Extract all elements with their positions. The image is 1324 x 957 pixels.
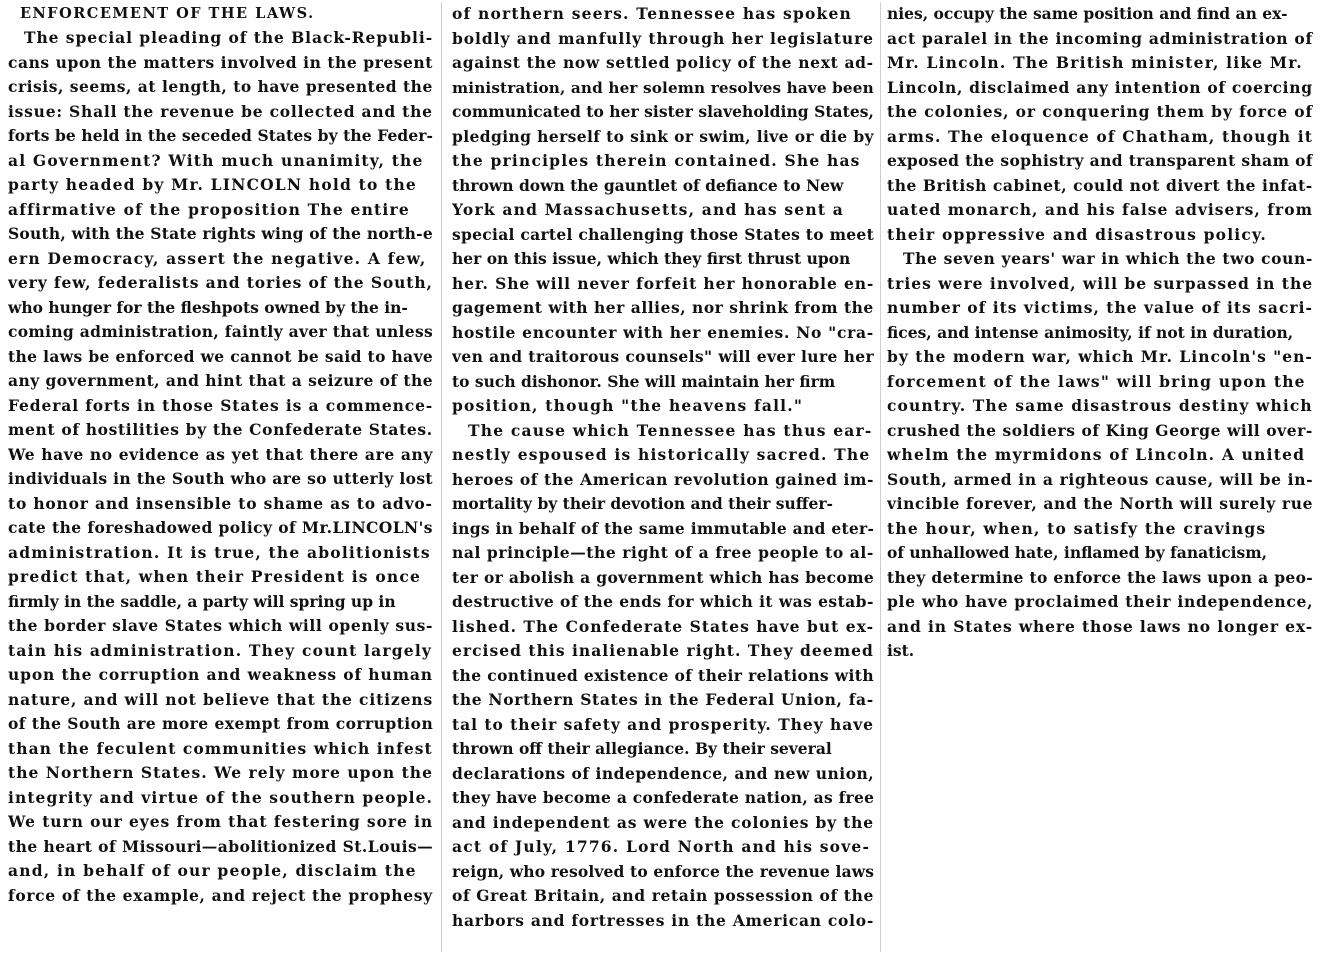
text-line: force of the example, and reject the prophesy: [8, 885, 433, 905]
text-line: nal principle—the right of a free people to al-: [452, 543, 874, 562]
text-line: administration. It is true, the abolitionists: [8, 542, 431, 562]
text-line: thrown off their allegiance. By their several: [452, 739, 832, 758]
text-line: ings in behalf of the same immutable and eter-: [452, 518, 874, 538]
text-line: nies, occupy the same position and find an ex-: [887, 4, 1288, 23]
text-line: destructive of the ends for which it was estab-: [452, 592, 874, 611]
text-line: pledging herself to sink or swim, live or die by: [452, 126, 874, 146]
text-line: by the modern war, which Mr. Lincoln's "en-: [887, 347, 1313, 366]
text-line: ist.: [887, 641, 915, 660]
text-line: exposed the sophistry and transparent sham of: [887, 151, 1313, 170]
text-line: her. She will never forfeit her honorable en-: [452, 273, 874, 293]
text-line: The special pleading of the Black-Republi-: [24, 28, 433, 47]
text-line: act of July, 1776. Lord North and his sove-: [452, 837, 871, 856]
text-line: upon the corruption and weakness of human: [8, 665, 433, 684]
text-line: party headed by Mr. LINCOLN hold to the: [8, 175, 417, 194]
text-line: South, with the State rights wing of the north-e: [8, 224, 433, 243]
article-column-3: [887, 2, 1313, 664]
text-line: her on this issue, which they first thrust upon: [452, 249, 851, 268]
text-line: forts be held in the seceded States by the Feder-: [8, 126, 433, 145]
text-line: the colonies, or conquering them by force of: [887, 102, 1313, 121]
text-line: individuals in the South who are so utterly lost: [8, 469, 433, 488]
text-line: ple who have proclaimed their independence,: [887, 592, 1313, 611]
text-line: The cause which Tennessee has thus ear-: [468, 420, 873, 440]
text-line: the heart of Missouri—abolitionized St.Louis—: [8, 836, 433, 856]
text-line: Federal forts in those States is a commence-: [8, 395, 433, 415]
text-line: of northern seers. Tennessee has spoken: [452, 4, 853, 23]
text-line: they have become a confederate nation, as free: [452, 788, 874, 807]
text-line: York and Massachusetts, and has sent a: [452, 200, 845, 219]
text-line: the laws be enforced we cannot be said to have: [8, 346, 433, 366]
text-line: tal to their safety and prosperity. They have: [452, 714, 874, 734]
text-line: integrity and virtue of the southern people.: [8, 787, 433, 807]
text-line: to such dishonor. She will maintain her firm: [452, 371, 836, 391]
text-line: tries were involved, will be surpassed in the: [887, 273, 1313, 293]
text-line: cate the foreshadowed policy of Mr.LINCOLN's: [8, 518, 433, 537]
text-line: boldly and manfully through her legislature: [452, 28, 874, 48]
text-line: thrown down the gauntlet of defiance to New: [452, 175, 844, 195]
text-line: any government, and hint that a seizure of the: [8, 371, 433, 390]
text-line: who hunger for the fleshpots owned by the in-: [8, 297, 408, 317]
text-line: against the now settled policy of the next ad-: [452, 53, 874, 72]
text-line: al Government? With much unanimity, the: [8, 150, 424, 170]
text-line: position, though "the heavens fall.": [452, 396, 804, 415]
text-line: ercised this inalienable right. They deemed: [452, 641, 874, 660]
column-divider: [441, 2, 442, 952]
text-line: communicated to her sister slaveholding States,: [452, 102, 874, 121]
text-line: very few, federalists and tories of the South,: [8, 273, 433, 292]
column-3-text: [887, 2, 1313, 664]
column-1-text: [8, 26, 433, 908]
text-line: declarations of independence, and new union,: [452, 763, 874, 783]
text-line: number of its victims, the value of its sacri-: [887, 298, 1313, 317]
text-line: than the feculent communities which infest: [8, 738, 433, 758]
text-line: special cartel challenging those States to meet: [452, 224, 874, 244]
text-line: of the South are more exempt from corruption: [8, 714, 433, 733]
text-line: uated monarch, and his false advisers, from: [887, 200, 1313, 219]
text-line: affirmative of the proposition The entire: [8, 199, 410, 219]
text-line: the British cabinet, could not divert the infat-: [887, 175, 1313, 195]
text-line: We turn our eyes from that festering sore in: [8, 812, 433, 831]
text-line: they determine to enforce the laws upon a peo-: [887, 567, 1313, 587]
text-line: ven and traitorous counsels" will ever lure her: [452, 347, 874, 366]
text-line: the Northern States. We rely more upon the: [8, 763, 433, 782]
article-column-1: [8, 2, 433, 908]
text-line: nature, and will not believe that the citizens: [8, 689, 433, 709]
text-line: their oppressive and disastrous policy.: [887, 224, 1268, 244]
text-line: ern Democracy, assert the negative. A few,: [8, 248, 427, 268]
text-line: mortality by their devotion and their suffer-: [452, 494, 833, 513]
text-line: firmly in the saddle, a party will spring up in: [8, 591, 396, 611]
text-line: crushed the soldiers of King George will over-: [887, 420, 1313, 440]
text-line: and in States where those laws no longer ex-: [887, 616, 1313, 636]
text-line: the principles therein contained. She has: [452, 151, 861, 170]
text-line: cans upon the matters involved in the present: [8, 52, 433, 72]
text-line: ment of hostilities by the Confederate States.: [8, 420, 433, 439]
text-line: and independent as were the colonies by the: [452, 812, 874, 832]
column-2-text: [452, 2, 874, 933]
text-line: The seven years' war in which the two coun-: [903, 249, 1313, 268]
text-line: hostile encounter with her enemies. No "cra-: [452, 322, 874, 342]
text-line: gagement with her allies, nor shrink from the: [452, 298, 874, 317]
text-line: forcement of the laws" will bring upon the: [887, 371, 1306, 391]
text-line: lished. The Confederate States have but ex-: [452, 616, 874, 636]
article-headline: ENFORCEMENT OF THE LAWS.: [20, 5, 315, 22]
text-line: and, in behalf of our people, disclaim the: [8, 861, 417, 880]
text-line: vincible forever, and the North will surely rue: [887, 494, 1313, 513]
text-line: heroes of the American revolution gained im-: [452, 469, 874, 489]
article-column-2: [452, 2, 874, 933]
text-line: act paralel in the incoming administration of: [887, 28, 1313, 48]
text-line: nestly espoused is historically sacred. The: [452, 445, 871, 464]
column-divider: [880, 2, 881, 952]
text-line: of unhallowed hate, inflamed by fanaticism,: [887, 543, 1268, 562]
text-line: Lincoln, disclaimed any intention of coercing: [887, 77, 1313, 97]
text-line: South, armed in a righteous cause, will be in-: [887, 469, 1313, 489]
text-line: arms. The eloquence of Chatham, though it: [887, 126, 1313, 146]
text-line: predict that, when their President is once: [8, 567, 422, 586]
text-line: the continued existence of their relations with: [452, 665, 874, 685]
text-line: the border slave States which will openly sus-: [8, 616, 433, 635]
text-line: whelm the myrmidons of Lincoln. A united: [887, 445, 1306, 464]
text-line: issue: Shall the revenue be collected and the: [8, 101, 433, 121]
text-line: crisis, seems, at length, to have presented the: [8, 77, 433, 96]
text-line: Mr. Lincoln. The British minister, like Mr.: [887, 53, 1303, 72]
text-line: fices, and intense animosity, if not in duration,: [887, 322, 1294, 342]
text-line: We have no evidence as yet that there are any: [8, 444, 433, 464]
text-line: coming administration, faintly aver that unless: [8, 322, 433, 341]
text-line: country. The same disastrous destiny which: [887, 396, 1313, 415]
text-line: the hour, when, to satisfy the cravings: [887, 518, 1267, 538]
text-line: of Great Britain, and retain possession of the: [452, 886, 874, 905]
text-line: ministration, and her solemn resolves have been: [452, 78, 874, 97]
text-line: to honor and insensible to shame as to advo-: [8, 493, 433, 513]
text-line: reign, who resolved to enforce the revenue laws: [452, 861, 874, 881]
text-line: ter or abolish a government which has become: [452, 567, 874, 587]
text-line: harbors and fortresses in the American colo-: [452, 910, 874, 930]
text-line: tain his administration. They count largely: [8, 640, 433, 660]
text-line: the Northern States in the Federal Union, fa-: [452, 690, 874, 709]
